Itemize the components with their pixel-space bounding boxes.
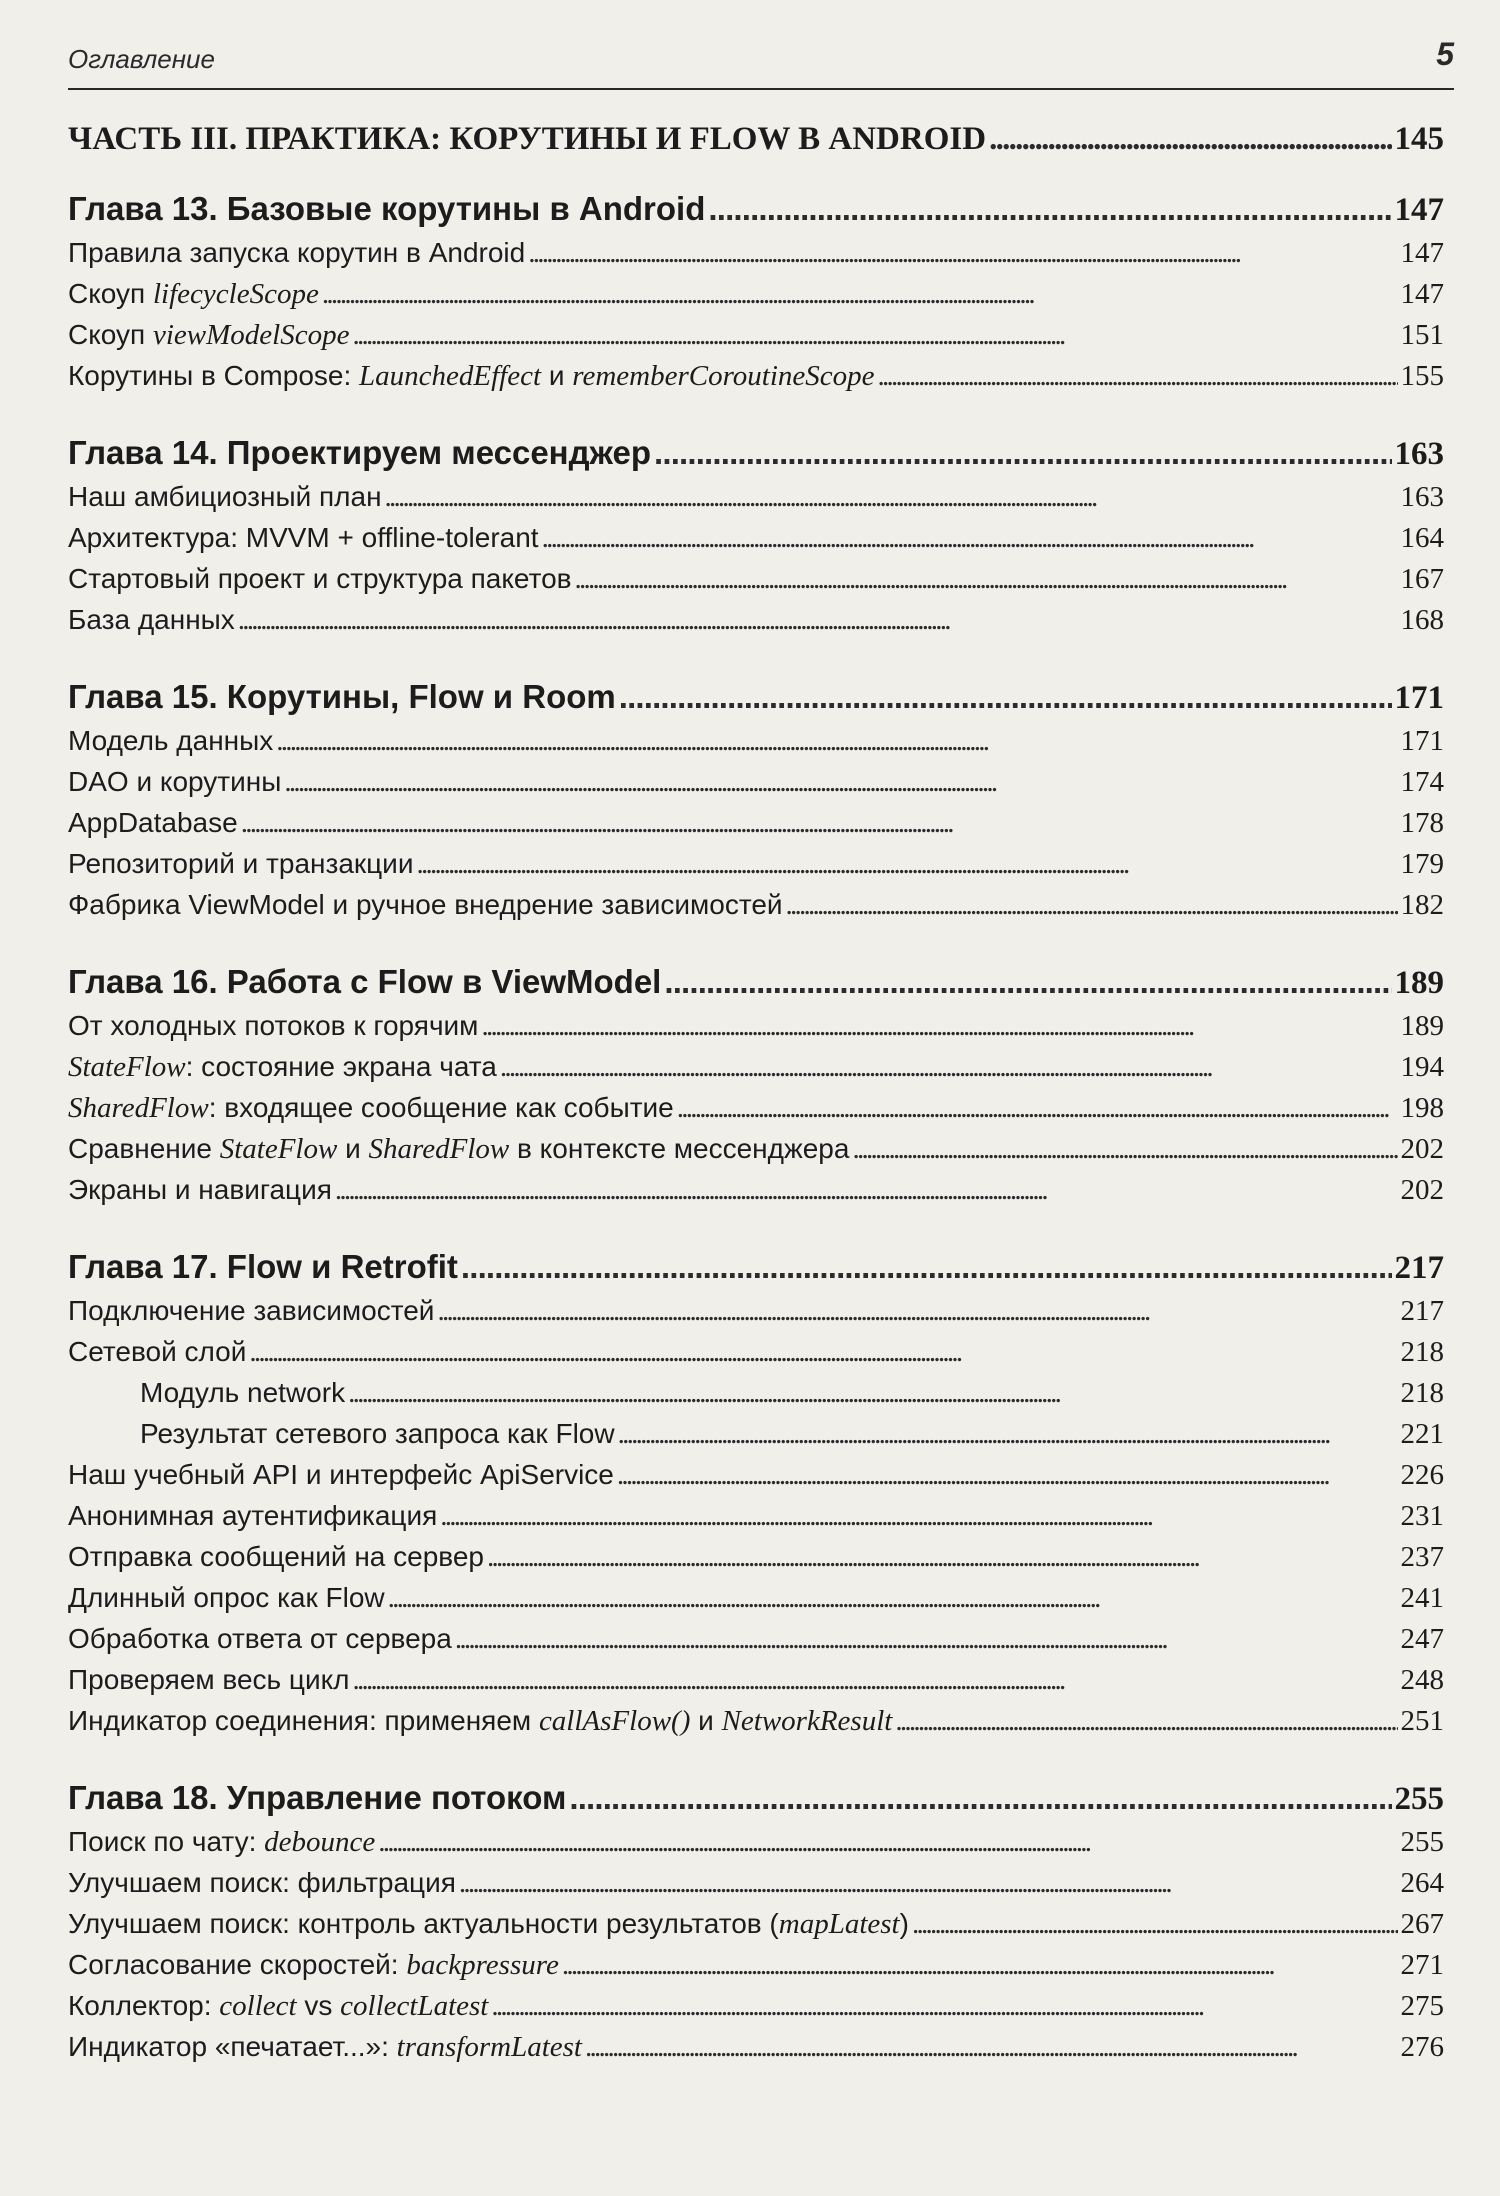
toc-page-number: 237 [1400, 1541, 1444, 1573]
toc-title-segment: AppDatabase [68, 807, 238, 838]
toc-title-segment: Глава 18. Управление потоком [68, 1779, 567, 1816]
dot-leader [388, 1578, 1398, 1619]
toc-entry-subsection [68, 1413, 1444, 1454]
toc-entry-section [68, 1862, 1444, 1903]
dot-leader [352, 315, 1397, 356]
toc-title-segment: ) [899, 1908, 909, 1939]
toc-title-segment: collect [219, 1990, 297, 2022]
toc-entry-section [68, 476, 1444, 517]
toc-title-segment: Коллектор: [68, 1990, 220, 2021]
toc-entry-section [68, 1331, 1444, 1372]
toc-title-segment: Обработка ответа от сервера [68, 1623, 452, 1654]
toc-entry-section [68, 273, 1444, 314]
toc-title-segment: LaunchedEffect [359, 360, 542, 392]
dot-leader [617, 1455, 1398, 1496]
dot-leader [528, 233, 1397, 274]
toc-title-segment: Наш учебный API и интерфейс ApiService [68, 1459, 614, 1490]
toc-title-segment: База данных [68, 604, 235, 635]
dot-leader [562, 1945, 1398, 1986]
toc-title-segment: SharedFlow [68, 1092, 209, 1124]
toc-title-segment: Скоуп [68, 278, 153, 309]
dot-leader [353, 1660, 1398, 1701]
toc-title-segment: SharedFlow [368, 1133, 510, 1165]
dot-leader [585, 2027, 1398, 2068]
toc-entry-title [68, 1775, 566, 1821]
toc-entry-section [68, 1536, 1444, 1577]
toc-entry-section [68, 1618, 1444, 1659]
toc-entry-section [68, 761, 1444, 802]
toc-page-number: 217 [1400, 1295, 1444, 1327]
toc-page-number: 167 [1400, 563, 1444, 595]
toc-title-segment: Архитектура: MVVM + offline-tolerant [68, 522, 539, 553]
toc-entry-title [68, 114, 986, 164]
toc-page-number: 179 [1400, 848, 1444, 880]
dot-leader [437, 1291, 1397, 1332]
toc-title-segment: Стартовый проект и структура пакетов [68, 563, 572, 594]
toc-title-segment: Сетевой слой [68, 1336, 247, 1367]
toc-entry-section [68, 314, 1444, 355]
toc-entry-section [68, 599, 1444, 640]
dot-leader [491, 1986, 1397, 2027]
toc-title-segment: StateFlow [219, 1133, 338, 1165]
toc-title-segment: Правила запуска корутин в Android [68, 237, 526, 268]
dot-leader [322, 274, 1398, 315]
toc-entry-section [68, 1821, 1444, 1862]
toc-entry-section [68, 843, 1444, 884]
dot-leader [276, 721, 1397, 762]
toc-page-number: 248 [1400, 1664, 1444, 1696]
dot-leader [440, 1496, 1397, 1537]
toc-entry-part [68, 114, 1444, 164]
toc-title-segment: : входящее сообщение как событие [208, 1092, 674, 1123]
toc-entry-section [68, 1046, 1444, 1087]
running-title: Оглавление [68, 44, 215, 74]
toc-entry-title [68, 1862, 456, 1903]
toc-title-segment: Длинный опрос как Flow [68, 1582, 385, 1613]
dot-leader [284, 762, 1397, 803]
toc-title-segment: Репозиторий и транзакции [68, 848, 414, 879]
toc-entry-section [68, 1454, 1444, 1495]
toc-title-segment: lifecycleScope [152, 278, 319, 310]
toc-page-number: 164 [1400, 522, 1444, 554]
toc-entry-subsection [68, 1372, 1444, 1413]
dot-leader [487, 1537, 1398, 1578]
toc-title-segment: Индикатор соединения: применяем [68, 1705, 539, 1736]
toc-page-number: 151 [1400, 319, 1444, 351]
toc-entry-section [68, 232, 1444, 273]
toc-page-number: 255 [1400, 1826, 1444, 1858]
toc-title-segment: Глава 15. Корутины, Flow и Room [68, 678, 616, 715]
toc-entry-title [68, 1046, 497, 1088]
toc-entry-title [68, 1821, 375, 1863]
toc-title-segment: Глава 17. Flow и Retrofit [68, 1248, 458, 1285]
toc-entry-section [68, 884, 1444, 925]
toc-page-number: 189 [1400, 1010, 1444, 1042]
toc-entry-chapter [68, 1775, 1444, 1821]
toc-entry-title [68, 1290, 434, 1331]
toc-page-number: 178 [1400, 807, 1444, 839]
toc-entry-title [68, 1331, 246, 1372]
toc-title-segment: и [541, 360, 573, 391]
dot-leader [912, 1904, 1398, 1945]
toc-title-segment: Фабрика ViewModel и ручное внедрение зависимостей [68, 889, 783, 920]
dot-leader [455, 1619, 1398, 1660]
toc-entry-chapter [68, 674, 1444, 720]
dot-leader [461, 1244, 1392, 1290]
toc-title-segment: Индикатор «печатает...»: [68, 2031, 397, 2062]
toc-entry-title [68, 355, 875, 397]
toc-title-segment: rememberCoroutineScope [572, 360, 875, 392]
toc-page-number: 218 [1400, 1377, 1444, 1409]
toc-title-segment: и [690, 1705, 722, 1736]
toc-entry-chapter [68, 430, 1444, 476]
toc-entry-title [68, 1536, 484, 1577]
toc-entry-section [68, 1577, 1444, 1618]
toc-title-segment: От холодных потоков к горячим [68, 1010, 479, 1041]
toc-entry-section [68, 1005, 1444, 1046]
toc-entry-title [68, 314, 349, 356]
toc-entry-title [68, 1454, 614, 1495]
dot-leader [481, 1006, 1397, 1047]
toc-entry-section [68, 720, 1444, 761]
dot-leader [619, 674, 1392, 720]
toc-title-segment: Результат сетевого запроса как Flow [140, 1418, 615, 1449]
toc-entry-title [68, 1413, 615, 1454]
toc-entry-section [68, 517, 1444, 558]
toc-gap [68, 396, 1444, 430]
dot-leader [895, 1701, 1397, 1742]
toc-entry-section [68, 802, 1444, 843]
toc-entry-title [68, 2026, 582, 2068]
toc-page-number: 251 [1400, 1705, 1444, 1737]
toc-entry-section [68, 1169, 1444, 1210]
toc-gap [68, 1741, 1444, 1775]
toc-title-segment: Проверяем весь цикл [68, 1664, 350, 1695]
toc-page-number: 221 [1400, 1418, 1444, 1450]
toc-entry-section [68, 1087, 1444, 1128]
toc-title-segment: callAsFlow() [538, 1705, 691, 1737]
toc-page-number: 155 [1400, 360, 1444, 392]
dot-leader [378, 1822, 1397, 1863]
toc-entry-section [68, 1985, 1444, 2026]
toc-page-number: 163 [1394, 436, 1444, 472]
toc-entry-title [68, 720, 273, 761]
toc-page-number: 267 [1400, 1908, 1444, 1940]
dot-leader [989, 114, 1391, 164]
dot-leader [654, 430, 1391, 476]
toc-page-number: 202 [1400, 1133, 1444, 1165]
toc-page-number: 168 [1400, 604, 1444, 636]
dot-leader [677, 1088, 1398, 1129]
toc-entry-title [68, 1087, 674, 1129]
toc-entry-section [68, 1495, 1444, 1536]
toc-title-segment: StateFlow [68, 1051, 186, 1083]
toc-title-segment: ЧАСТЬ III. ПРАКТИКА: КОРУТИНЫ И FLOW В ANDROID [68, 121, 987, 157]
dot-leader [241, 803, 1398, 844]
toc-entry-title [68, 558, 572, 599]
toc-entry-section [68, 1700, 1444, 1741]
toc-page-number: 182 [1400, 889, 1444, 921]
toc-page-number: 217 [1394, 1250, 1444, 1286]
toc-page-number: 202 [1400, 1174, 1444, 1206]
toc-title-segment: Поиск по чату: [68, 1826, 265, 1857]
toc-title-segment: viewModelScope [152, 319, 350, 351]
running-header [68, 36, 1454, 90]
dot-leader [664, 959, 1391, 1005]
dot-leader [238, 600, 1398, 641]
page-number: 5 [1436, 36, 1454, 72]
toc-page-number: 231 [1400, 1500, 1444, 1532]
toc-page-number: 271 [1400, 1949, 1444, 1981]
toc-title-segment: backpressure [406, 1949, 559, 1981]
toc-entry-section [68, 1128, 1444, 1169]
toc-title-segment: mapLatest [778, 1908, 900, 1940]
toc-title-segment: и [337, 1133, 369, 1164]
toc-entry-title [68, 1128, 849, 1170]
toc-title-segment: Улучшаем поиск: фильтрация [68, 1867, 456, 1898]
toc-entry-chapter [68, 1244, 1444, 1290]
toc-entry-section [68, 1659, 1444, 1700]
dot-leader [249, 1332, 1397, 1373]
toc-entry-title [68, 273, 319, 315]
toc-entry-title [68, 761, 281, 802]
toc-title-segment: Анонимная аутентификация [68, 1500, 438, 1531]
toc-entry-title [68, 1985, 488, 2027]
toc-title-segment: vs [296, 1990, 341, 2021]
dot-leader [348, 1373, 1397, 1414]
dot-leader [618, 1414, 1398, 1455]
toc-page-number: 275 [1400, 1990, 1444, 2022]
toc-page-number: 163 [1400, 481, 1444, 513]
toc-entry-section [68, 1290, 1444, 1331]
toc-page-number: 247 [1400, 1623, 1444, 1655]
dot-leader [500, 1047, 1398, 1088]
toc-entry-title [68, 1700, 892, 1742]
toc-entry-title [68, 1495, 437, 1536]
toc-entry-title [68, 599, 235, 640]
toc-title-segment: Модель данных [68, 725, 274, 756]
toc-entry-title [68, 1577, 385, 1618]
toc-entry-title [68, 843, 413, 884]
toc-page-number: 255 [1394, 1781, 1444, 1817]
dot-leader [575, 559, 1398, 600]
toc-page-number: 145 [1394, 121, 1444, 157]
toc-page-number: 189 [1394, 965, 1444, 1001]
toc-title-segment: DAO и корутины [68, 766, 282, 797]
table-of-contents [68, 110, 1444, 2067]
toc-entry-title [68, 884, 783, 925]
toc-entry-chapter [68, 186, 1444, 232]
toc-title-segment: в контексте мессенджера [509, 1133, 850, 1164]
toc-gap [68, 1210, 1444, 1244]
toc-title-segment: Улучшаем поиск: контроль актуальности результатов ( [68, 1908, 779, 1939]
toc-entry-section [68, 558, 1444, 599]
toc-title-segment: Глава 14. Проектируем мессенджер [68, 434, 652, 471]
toc-title-segment: : состояние экрана чата [185, 1051, 497, 1082]
toc-title-segment: Согласование скоростей: [68, 1949, 407, 1980]
dot-leader [878, 356, 1398, 397]
toc-entry-section [68, 355, 1444, 396]
toc-gap [68, 925, 1444, 959]
dot-leader [335, 1170, 1398, 1211]
toc-page-number: 147 [1400, 278, 1444, 310]
dot-leader [569, 1775, 1391, 1821]
toc-title-segment: Скоуп [68, 319, 153, 350]
toc-entry-title [68, 674, 616, 720]
toc-entry-title [68, 1005, 478, 1046]
toc-title-segment: Подключение зависимостей [68, 1295, 435, 1326]
toc-entry-section [68, 1944, 1444, 1985]
toc-entry-title [68, 1944, 559, 1986]
toc-page-number: 147 [1400, 237, 1444, 269]
toc-page-number: 171 [1394, 680, 1444, 716]
dot-leader [416, 844, 1397, 885]
toc-page-number: 218 [1400, 1336, 1444, 1368]
toc-page-number: 171 [1400, 725, 1444, 757]
toc-entry-title [68, 1903, 909, 1945]
toc-title-segment: Корутины в Compose: [68, 360, 360, 391]
toc-entry-title [68, 517, 539, 558]
toc-entry-title [68, 430, 651, 476]
toc-title-segment: Отправка сообщений на сервер [68, 1541, 484, 1572]
toc-title-segment: Глава 13. Базовые корутины в Android [68, 190, 706, 227]
toc-entry-title [68, 1244, 458, 1290]
toc-entry-title [68, 1618, 452, 1659]
toc-title-segment: Экраны и навигация [68, 1174, 332, 1205]
toc-page-number: 147 [1394, 192, 1444, 228]
toc-page-number: 174 [1400, 766, 1444, 798]
toc-title-segment: Глава 16. Работа с Flow в ViewModel [68, 963, 662, 1000]
toc-gap [68, 640, 1444, 674]
dot-leader [708, 186, 1391, 232]
toc-entry-title [68, 1372, 345, 1413]
toc-title-segment: Сравнение [68, 1133, 220, 1164]
toc-entry-section [68, 2026, 1444, 2067]
toc-page-number: 226 [1400, 1459, 1444, 1491]
toc-title-segment: NetworkResult [721, 1705, 893, 1737]
toc-page-number: 264 [1400, 1867, 1444, 1899]
toc-entry-title [68, 1659, 350, 1700]
toc-title-segment: debounce [264, 1826, 376, 1858]
toc-entry-section [68, 1903, 1444, 1944]
toc-page-number: 198 [1400, 1092, 1444, 1124]
toc-entry-title [68, 232, 525, 273]
toc-title-segment: Модуль network [140, 1377, 346, 1408]
toc-title-segment: transformLatest [396, 2031, 582, 2063]
toc-entry-title [68, 476, 382, 517]
toc-title-segment: collectLatest [340, 1990, 489, 2022]
toc-entry-title [68, 802, 238, 843]
toc-title-segment: Наш амбициозный план [68, 481, 382, 512]
toc-page-number: 194 [1400, 1051, 1444, 1083]
toc-page-number: 276 [1400, 2031, 1444, 2063]
toc-page-number: 241 [1400, 1582, 1444, 1614]
toc-entry-title [68, 186, 705, 232]
dot-leader [385, 477, 1398, 518]
dot-leader [542, 518, 1398, 559]
dot-leader [786, 885, 1398, 926]
toc-entry-title [68, 959, 661, 1005]
toc-entry-title [68, 1169, 332, 1210]
dot-leader [852, 1129, 1397, 1170]
toc-entry-chapter [68, 959, 1444, 1005]
dot-leader [459, 1863, 1398, 1904]
